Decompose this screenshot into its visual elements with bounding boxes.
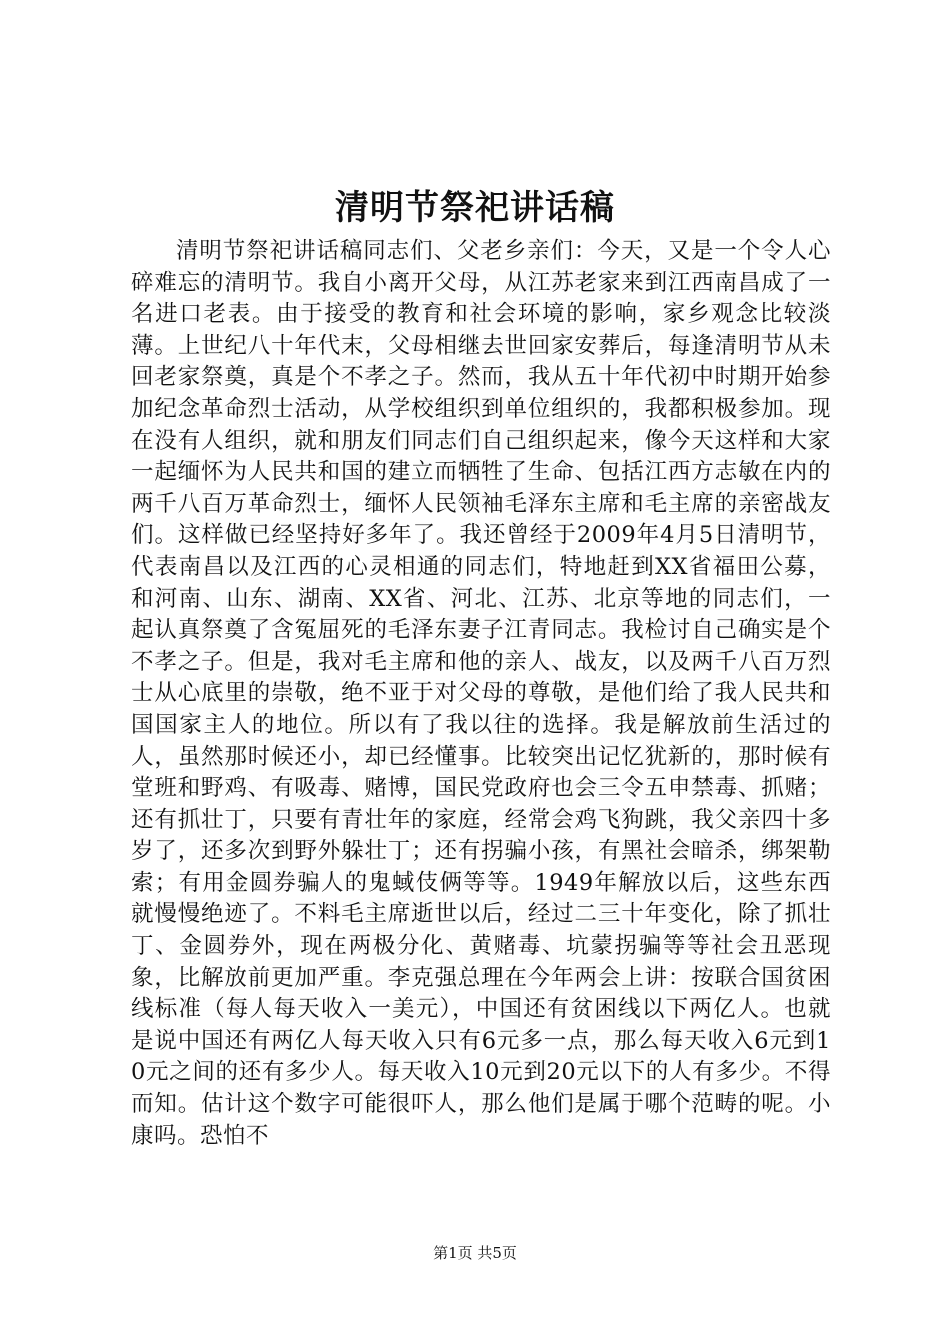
- document-title: 清明节祭祀讲话稿: [335, 188, 615, 228]
- body-paragraph: 清明节祭祀讲话稿同志们、父老乡亲们：今天，又是一个令人心碎难忘的清明节。我自小离开父母，从江苏老家来到江西南昌成了一名进口老表。由于接受的教育和社会环境的影响，家乡观念比较淡薄。上世纪八十年代末，父母相继去世回家安葬后，每逢清明节从未回老家祭奠，真是个不孝之子。然而，我从五十年代初中时期开始参加纪念革命烈士活动，从学校组织到单位组织的，我都积极参加。现在没有人组织，就和朋友们同志们自己组织起来，像今天这样和大家一起缅怀为人民共和国的建立而牺牲了生命、包括江西方志敏在内的两千八百万革命烈士，缅怀人民领袖毛泽东主席和毛主席的亲密战友们。这样做已经坚持好多年了。我还曾经于2009年4月5日清明节，代表南昌以及江西的心灵相通的同志们，特地赶到XX省福田公募，和河南、山东、湖南、XX省、河北、江苏、北京等地的同志们，一起认真祭奠了含冤屈死的毛泽东妻子江青同志。我检讨自己确实是个不孝之子。但是，我对毛主席和他的亲人、战友，以及两千八百万烈士从心底里的崇敬，绝不亚于对父母的尊敬，是他们给了我人民共和国国家主人的地位。所以有了我以往的选择。我是解放前生活过的人，虽然那时候还小，却已经懂事。比较突出记忆犹新的，那时候有堂班和野鸡、有吸毒、赌博，国民党政府也会三令五申禁毒、抓赌；还有抓壮丁，只要有青壮年的家庭，经常会鸡飞狗跳，我父亲四十多岁了，还多次到野外躲壮丁；还有拐骗小孩，有黑社会暗杀，绑架勒索；有用金圆券骗人的鬼蜮伎俩等等。1949年解放以后，这些东西就慢慢绝迹了。不料毛主席逝世以后，经过二三十年变化，除了抓壮丁、金圆券外，现在两极分化、黄赌毒、坑蒙拐骗等等社会丑恶现象，比解放前更加严重。李克强总理在今年两会上讲：按联合国贫困线标准（每人每天收入一美元），中国还有贫困线以下两亿人。也就是说中国还有两亿人每天收入只有6元多一点，那么每天收入6元到10元之间的还有多少人。每天收入10元到20元以下的人有多少。不得而知。估计这个数字可能很吓人，那么他们是属于哪个范畴的呢。小康吗。恐怕不: [131, 238, 831, 1149]
- page-footer: 第1页 共5页: [433, 1244, 517, 1262]
